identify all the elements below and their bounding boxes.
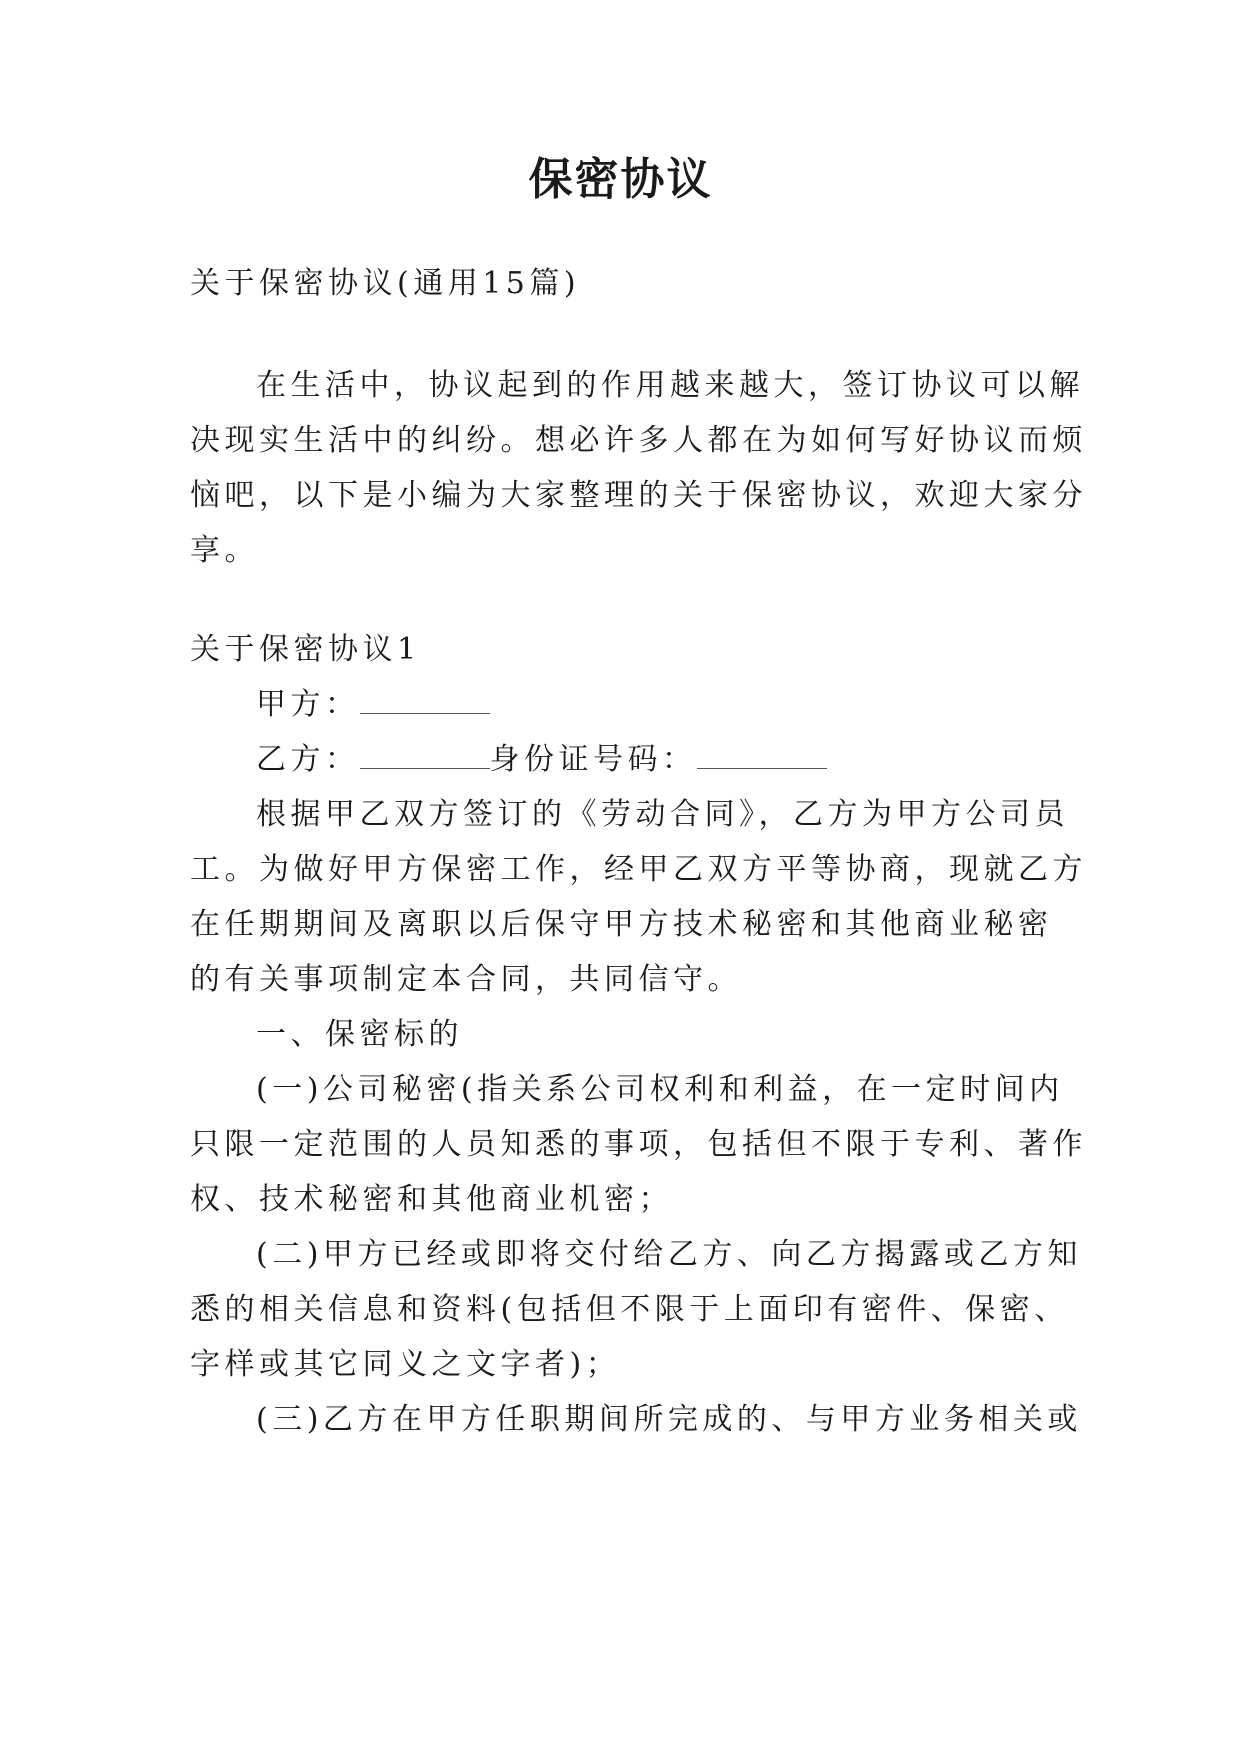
party-a-label: 甲方： — [256, 687, 360, 722]
party-a-blank — [360, 685, 490, 714]
document-subtitle: 关于保密协议(通用15篇) — [190, 266, 581, 301]
body-line-10: 悉的相关信息和资料(包括但不限于上面印有密件、保密、 — [190, 1292, 1069, 1327]
party-b-label: 乙方： — [256, 742, 360, 777]
id-number-label: 身份证号码： — [489, 742, 697, 777]
body-line-4: 的有关事项制定本合同，共同信守。 — [190, 962, 742, 997]
id-number-blank — [697, 740, 827, 769]
intro-line-4: 享。 — [190, 533, 259, 568]
section-heading: 关于保密协议1 — [190, 632, 421, 667]
body-line-12: (三)乙方在甲方任职期间所完成的、与甲方业务相关或 — [256, 1402, 1082, 1437]
party-b-blank — [360, 740, 490, 769]
intro-line-2: 决现实生活中的纠纷。想必许多人都在为如何写好协议而烦 — [190, 423, 1087, 458]
body-line-8: 权、技术秘密和其他商业机密； — [190, 1182, 673, 1217]
intro-line-1: 在生活中，协议起到的作用越来越大，签订协议可以解 — [256, 368, 1084, 403]
document-title: 保密协议 — [528, 154, 713, 205]
body-line-6: (一)公司秘密(指关系公司权利和利益，在一定时间内 — [256, 1072, 1064, 1107]
intro-line-3: 恼吧，以下是小编为大家整理的关于保密协议，欢迎大家分 — [190, 478, 1087, 513]
party-a-row — [256, 685, 1136, 725]
party-b-row — [256, 740, 1136, 780]
body-line-5: 一、保密标的 — [256, 1017, 463, 1052]
body-line-1: 根据甲乙双方签订的《劳动合同》，乙方为甲方公司员 — [256, 797, 1069, 832]
body-line-9: (二)甲方已经或即将交付给乙方、向乙方揭露或乙方知 — [256, 1237, 1082, 1272]
body-line-7: 只限一定范围的人员知悉的事项，包括但不限于专利、著作 — [190, 1127, 1087, 1162]
body-line-3: 在任期期间及离职以后保守甲方技术秘密和其他商业秘密 — [190, 907, 1053, 942]
body-line-11: 字样或其它同义之文字者)； — [190, 1347, 621, 1382]
body-line-2: 工。为做好甲方保密工作，经甲乙双方平等协商，现就乙方 — [190, 852, 1087, 887]
